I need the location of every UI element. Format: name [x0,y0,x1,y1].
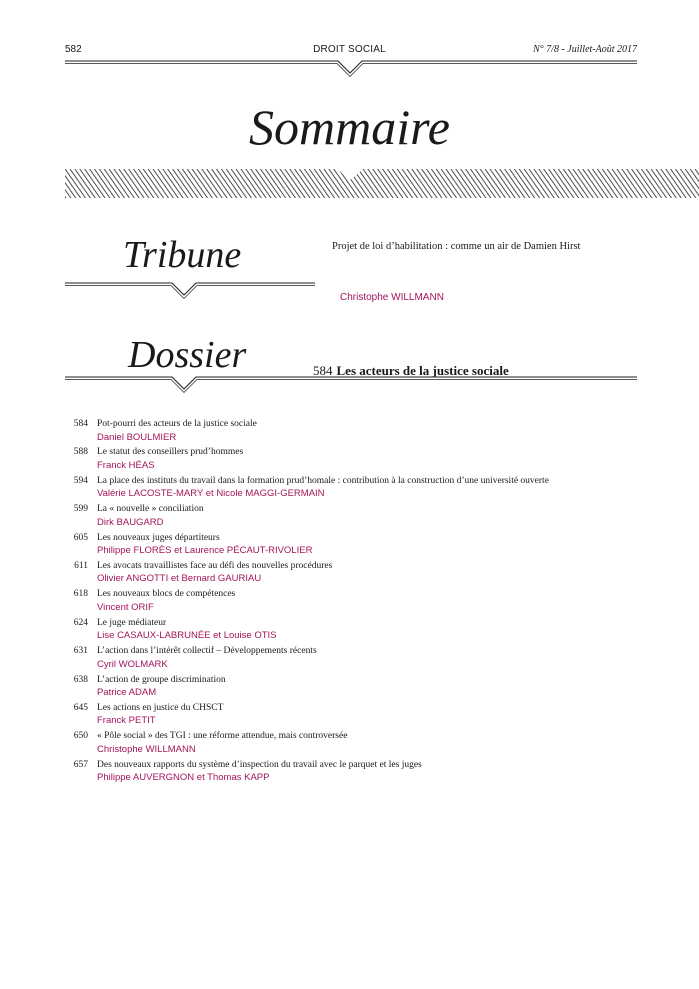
dossier-title: Les acteurs de la justice sociale [336,363,509,378]
toc-article-title: Pot-pourri des acteurs de la justice sociale [97,419,257,429]
toc-page-number: 611 [74,560,88,571]
toc-article-title: L’action dans l’intérêt collectif – Développements récents [97,646,317,657]
toc-article-title: Des nouveaux rapports du système d’inspection du travail avec le parquet et les juges [97,759,422,770]
table-of-contents [66,419,646,788]
page-number: 582 [65,44,82,55]
tribune-article-title: Projet de loi d’habilitation : comme un air de Damien Hirst [332,241,581,252]
dossier-heading: Dossier [128,334,247,376]
toc-page-number: 588 [73,447,88,458]
toc-entry [66,646,646,674]
toc-page-number: 599 [73,504,88,515]
toc-authors: Valérie LACOSTE-MARY et Nicole MAGGI-GERMAIN [97,488,325,500]
journal-name: DROIT SOCIAL [313,44,386,55]
toc-article-title: Les avocats travaillistes face au défi des nouvelles procédures [97,560,333,571]
hatched-band [65,169,699,198]
toc-article-title: Les nouveaux blocs de compétences [97,589,236,600]
tribune-heading: Tribune [123,234,242,276]
toc-entry [66,731,646,759]
toc-authors: Philippe AUVERGNON et Thomas KAPP [97,772,270,784]
toc-entry [66,703,646,731]
toc-article-title: Le juge médiateur [97,617,167,628]
toc-authors: Daniel BOULMIER [97,431,177,443]
toc-page-number: 650 [73,731,88,742]
toc-article-title: Les actions en justice du CHSCT [97,702,224,713]
header-rule [65,61,637,73]
toc-authors: Franck HÉAS [97,459,155,471]
toc-page-number: 605 [73,532,88,543]
toc-authors: Philippe FLORÈS et Laurence PÉCAUT-RIVOLIER [97,545,313,557]
toc-article-title: « Pôle social » des TGI : une réforme attendue, mais controversée [97,731,348,742]
toc-authors: Franck PETIT [97,715,156,727]
toc-page-number: 631 [73,646,88,657]
toc-page-number: 638 [73,674,88,685]
toc-entry [66,504,646,532]
dossier-feature [313,362,509,380]
toc-authors: Dirk BAUGARD [97,516,164,528]
toc-article-title: Les nouveaux juges départiteurs [97,532,220,543]
toc-entry [66,589,646,617]
toc-page-number: 584 [73,419,88,429]
toc-entry [66,618,646,646]
toc-entry [66,561,646,589]
issue-info: N° 7/8 - Juillet-Août 2017 [533,44,637,55]
toc-page-number: 657 [73,759,88,770]
toc-page-number: 594 [73,475,88,486]
toc-article-title: L’action de groupe discrimination [97,674,226,685]
toc-entry [66,419,646,447]
toc-entry [66,675,646,703]
toc-entry [66,447,646,475]
toc-page-number: 618 [73,589,88,600]
toc-authors: Lise CASAUX-LABRUNÉE et Louise OTIS [97,630,277,642]
page-title: Sommaire [249,99,450,155]
toc-entry [66,533,646,561]
tribune-author: Christophe WILLMANN [340,292,444,303]
toc-authors: Cyril WOLMARK [97,658,168,670]
toc-entry [66,476,646,504]
toc-authors: Vincent ORIF [97,601,154,613]
toc-article-title: La « nouvelle » conciliation [97,504,204,515]
tribune-rule [65,283,315,295]
toc-entry [66,760,646,788]
toc-article-title: La place des instituts du travail dans la formation prud’homale : contribution à la construction d’une université ouverte [97,475,549,486]
toc-article-title: Le statut des conseillers prud’hommes [97,447,244,458]
toc-authors: Christophe WILLMANN [97,743,196,755]
toc-page-number: 624 [73,617,88,628]
toc-authors: Patrice ADAM [97,687,157,699]
toc-authors: Olivier ANGOTTI et Bernard GAURIAU [97,573,262,585]
toc-page-number: 645 [73,702,88,713]
dossier-page: 584 [313,363,333,378]
